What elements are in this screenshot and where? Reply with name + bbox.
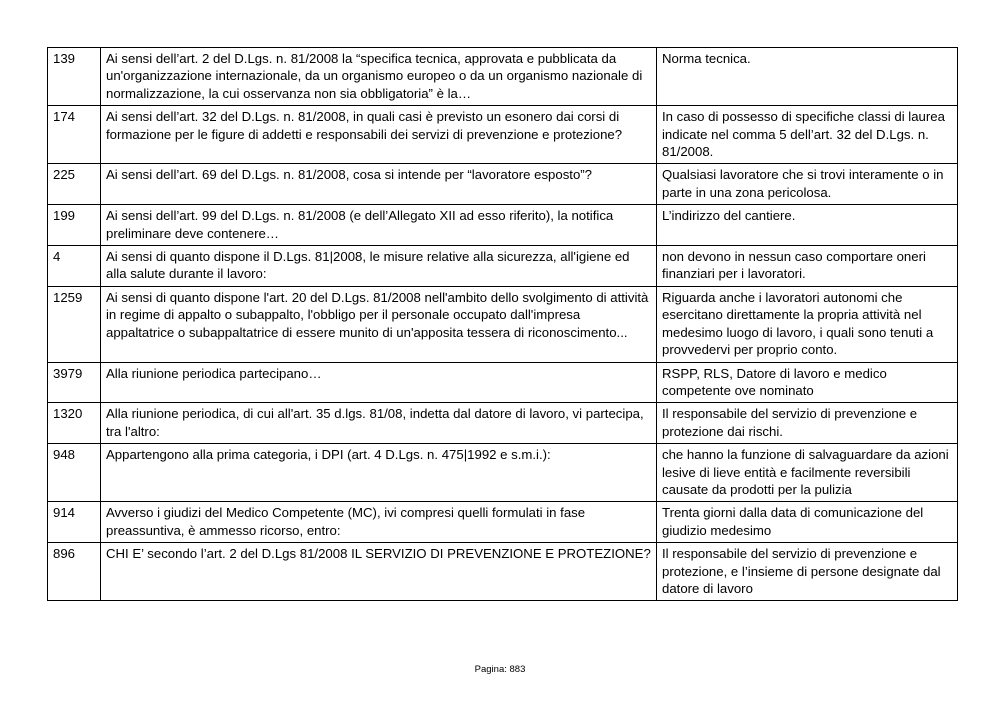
- question-text: Alla riunione periodica partecipano…: [101, 362, 657, 403]
- table-row: [48, 444, 958, 502]
- question-id: 1320: [48, 403, 101, 444]
- question-text: Ai sensi dell’art. 2 del D.Lgs. n. 81/2008 la “specifica tecnica, approvata e pubblicata da un'organizzazione internazionale, da un organismo europeo o da un organismo nazionale di normalizzazione, la cui osservanza non sia obbligatoria” è la…: [101, 48, 657, 106]
- answer-text: Il responsabile del servizio di prevenzione e protezione dai rischi.: [657, 403, 958, 444]
- table-row: [48, 205, 958, 246]
- question-text: Ai sensi dell’art. 69 del D.Lgs. n. 81/2008, cosa si intende per “lavoratore esposto”?: [101, 164, 657, 205]
- answer-text: Qualsiasi lavoratore che si trovi interamente o in parte in una zona pericolosa.: [657, 164, 958, 205]
- question-text: Ai sensi di quanto dispone l'art. 20 del D.Lgs. 81/2008 nell'ambito dello svolgimento di attività in regime di appalto o subappalto, l'obbligo per il personale occupato dall'impresa appaltatrice o subappaltatrice di essere munito di un'apposita tessera di riconoscimento...: [101, 286, 657, 362]
- question-text: Alla riunione periodica, di cui all'art. 35 d.lgs. 81/08, indetta dal datore di lavoro, vi partecipa, tra l'altro:: [101, 403, 657, 444]
- table-row: [48, 543, 958, 601]
- question-id: 3979: [48, 362, 101, 403]
- question-text: Appartengono alla prima categoria, i DPI (art. 4 D.Lgs. n. 475|1992 e s.m.i.):: [101, 444, 657, 502]
- page-number: Pagina: 883: [474, 664, 526, 675]
- question-id: 914: [48, 502, 101, 543]
- question-text: Ai sensi di quanto dispone il D.Lgs. 81|2008, le misure relative alla sicurezza, all'igiene ed alla salute durante il lavoro:: [101, 246, 657, 287]
- question-id: 4: [48, 246, 101, 287]
- question-id: 174: [48, 106, 101, 164]
- answer-text: L’indirizzo del cantiere.: [657, 205, 958, 246]
- question-id: 225: [48, 164, 101, 205]
- question-id: 896: [48, 543, 101, 601]
- answer-text: non devono in nessun caso comportare oneri finanziari per i lavoratori.: [657, 246, 958, 287]
- question-text: CHI E’ secondo l’art. 2 del D.Lgs 81/2008 IL SERVIZIO DI PREVENZIONE E PROTEZIONE?: [101, 543, 657, 601]
- answer-text: Trenta giorni dalla data di comunicazione del giudizio medesimo: [657, 502, 958, 543]
- question-id: 139: [48, 48, 101, 106]
- answer-text: Il responsabile del servizio di prevenzione e protezione, e l’insieme di persone designate dal datore di lavoro: [657, 543, 958, 601]
- table-row: [48, 48, 958, 106]
- question-id: 199: [48, 205, 101, 246]
- question-text: Avverso i giudizi del Medico Competente (MC), ivi compresi quelli formulati in fase preassuntiva, è ammesso ricorso, entro:: [101, 502, 657, 543]
- question-text: Ai sensi dell’art. 32 del D.Lgs. n. 81/2008, in quali casi è previsto un esonero dai corsi di formazione per le figure di addetti e responsabili dei servizi di prevenzione e protezione?: [101, 106, 657, 164]
- table-row: [48, 502, 958, 543]
- qa-table: [47, 47, 958, 601]
- table-row: [48, 164, 958, 205]
- answer-text: Riguarda anche i lavoratori autonomi che esercitano direttamente la propria attività nel medesimo luogo di lavoro, i quali sono tenuti a provvedervi per proprio conto.: [657, 286, 958, 362]
- table-row: [48, 403, 958, 444]
- question-text: Ai sensi dell’art. 99 del D.Lgs. n. 81/2008 (e dell’Allegato XII ad esso riferito), la notifica preliminare deve contenere…: [101, 205, 657, 246]
- table-row: [48, 246, 958, 287]
- table-row: [48, 362, 958, 403]
- table-row: [48, 106, 958, 164]
- table-row: [48, 286, 958, 362]
- answer-text: Norma tecnica.: [657, 48, 958, 106]
- answer-text: RSPP, RLS, Datore di lavoro e medico competente ove nominato: [657, 362, 958, 403]
- answer-text: In caso di possesso di specifiche classi di laurea indicate nel comma 5 dell’art. 32 del D.Lgs. n. 81/2008.: [657, 106, 958, 164]
- question-id: 1259: [48, 286, 101, 362]
- answer-text: che hanno la funzione di salvaguardare da azioni lesive di lieve entità e facilmente reversibili causate da prodotti per la pulizia: [657, 444, 958, 502]
- question-id: 948: [48, 444, 101, 502]
